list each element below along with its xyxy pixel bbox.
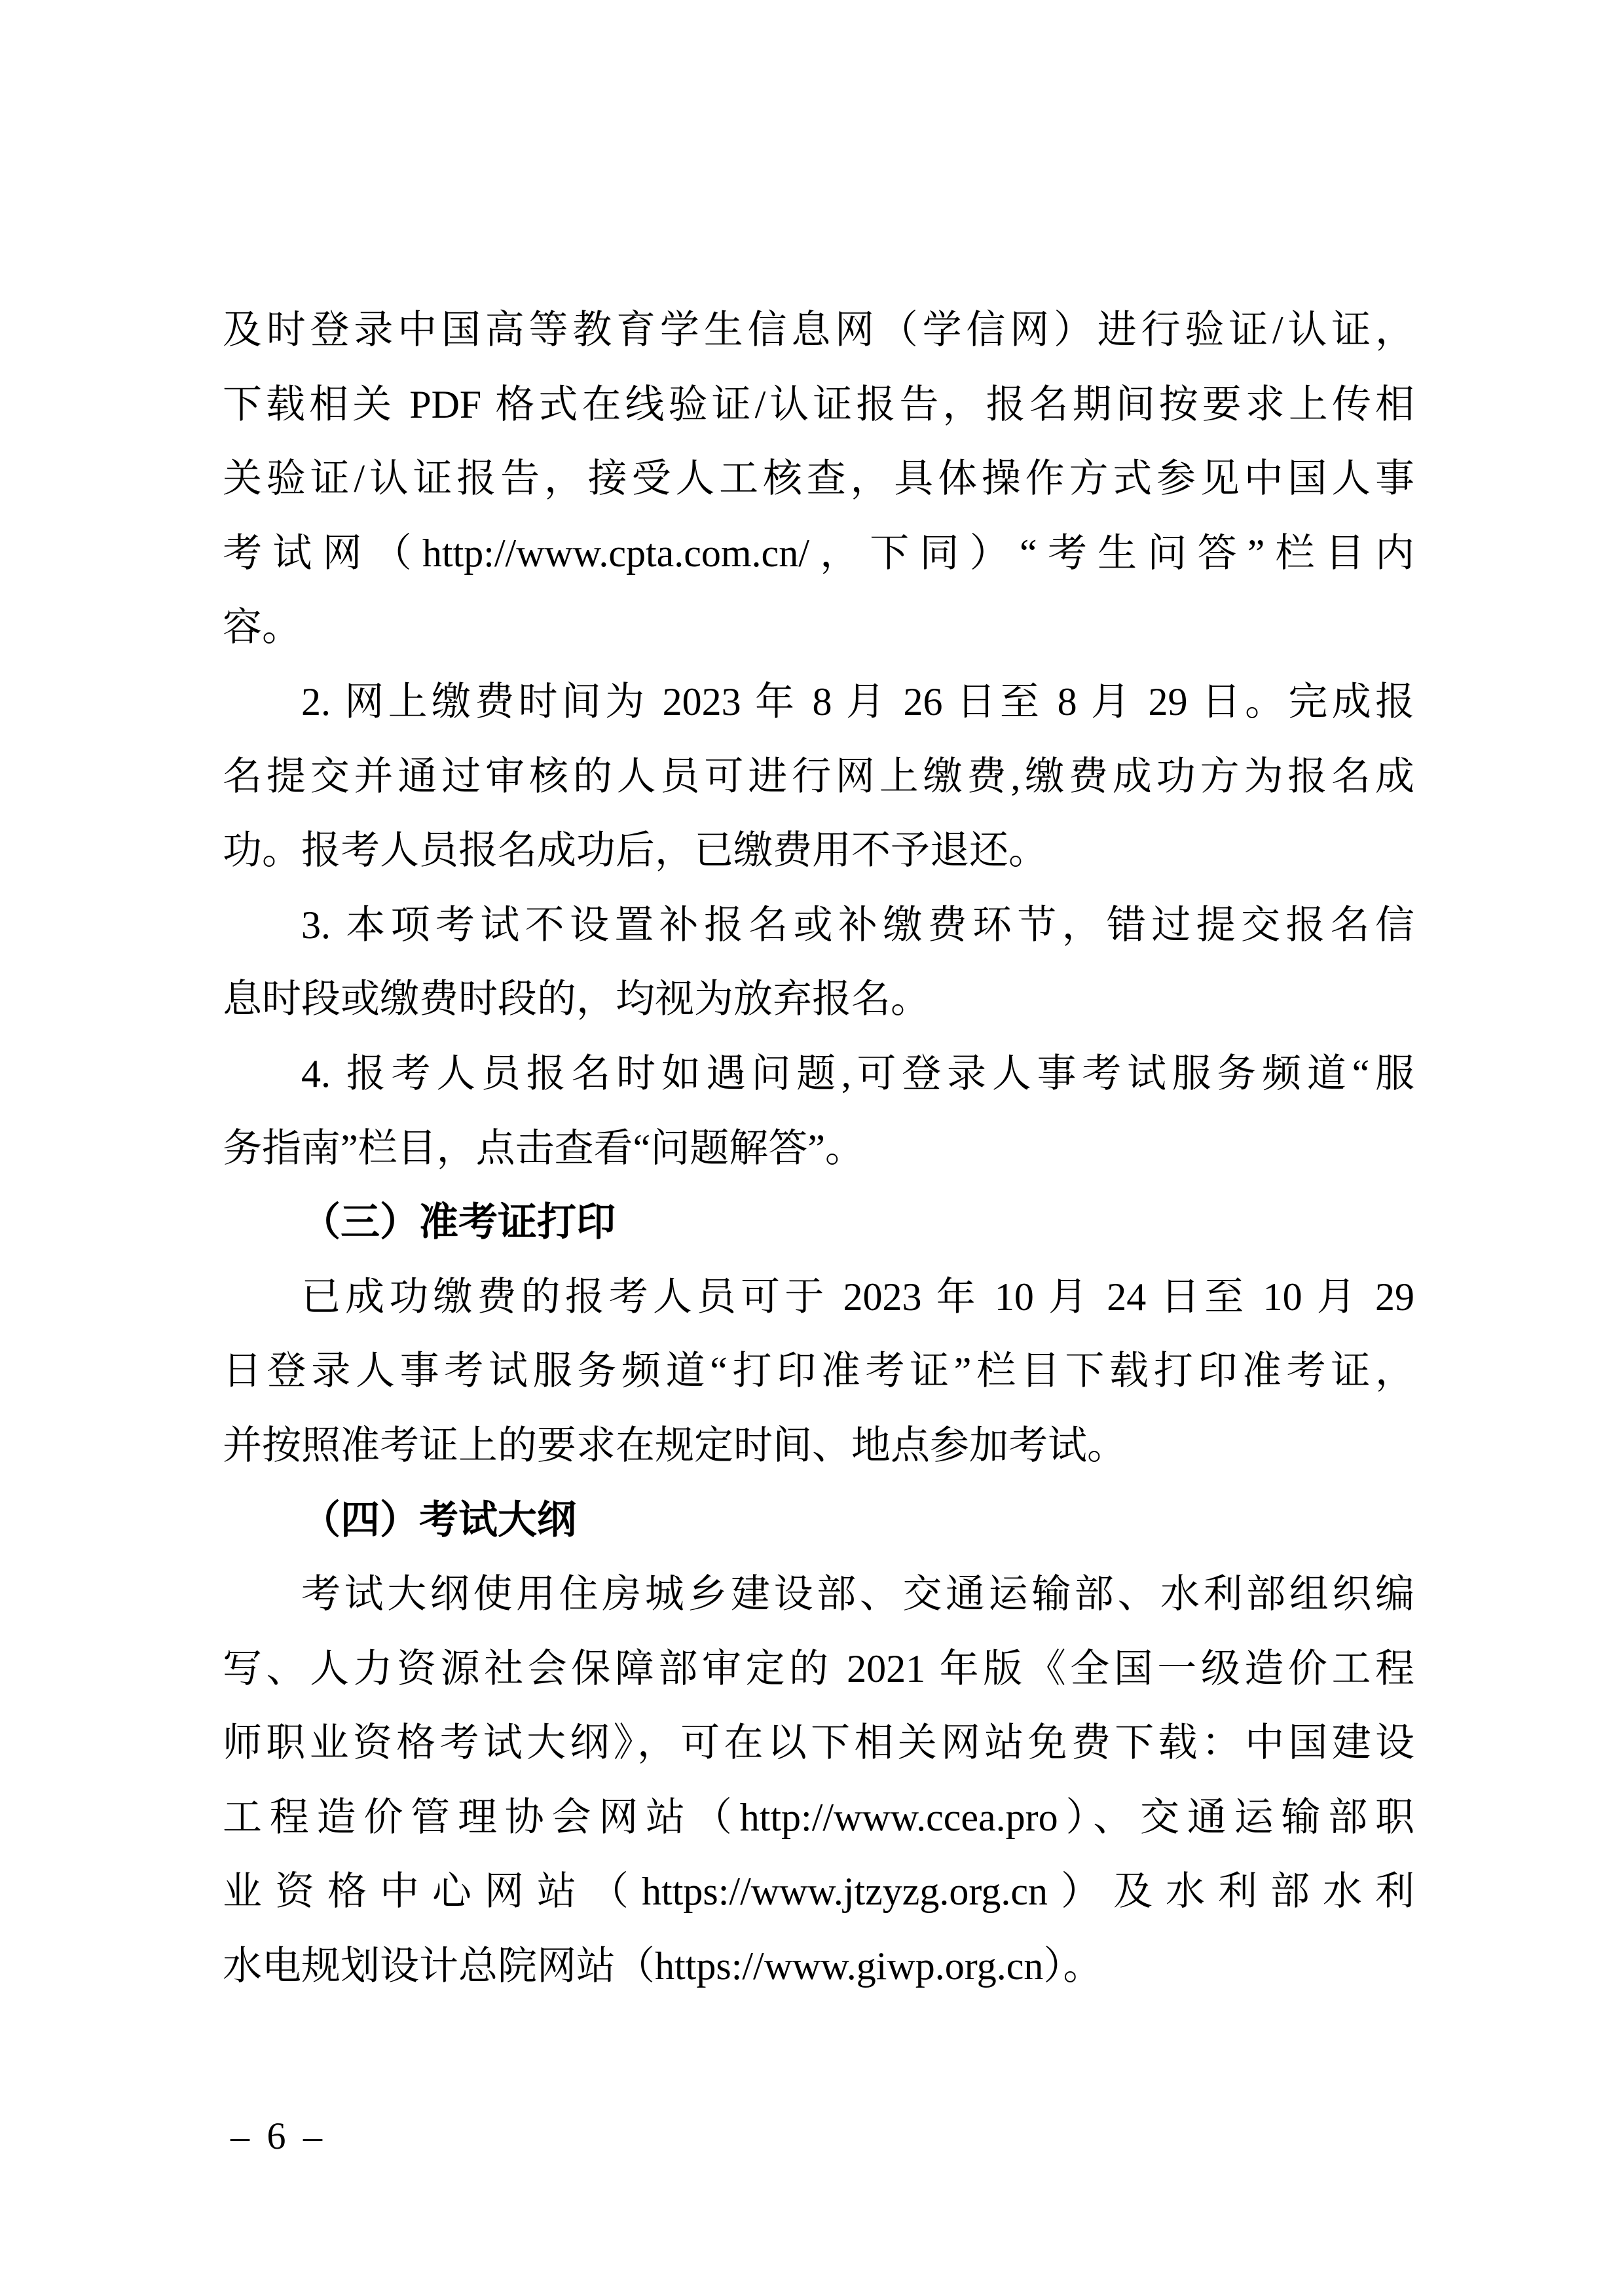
text-line: 并按照准考证上的要求在规定时间、地点参加考试。	[223, 1423, 1126, 1467]
section-heading: （三）准考证打印	[301, 1201, 616, 1245]
text-line: 师职业资格考试大纲》，可在以下相关网站免费下载：中国建设	[223, 1721, 1414, 1765]
text-line: 2. 网上缴费时间为 2023 年 8 月 26 日至 8 月 29 日。完成报	[301, 680, 1414, 723]
text-line: 已成功缴费的报考人员可于 2023 年 10 月 24 日至 10 月 29	[301, 1275, 1414, 1319]
text-line: 息时段或缴费时段的，均视为放弃报名。	[223, 977, 930, 1021]
text-line: 水电规划设计总院网站（https://www.giwp.org.cn）。	[223, 1944, 1103, 1988]
text-line: 关验证/认证报告，接受人工核查，具体操作方式参见中国人事	[223, 457, 1414, 501]
text-line: 下载相关 PDF 格式在线验证/认证报告，报名期间按要求上传相	[223, 382, 1414, 426]
text-line: 名提交并通过审核的人员可进行网上缴费,缴费成功方为报名成	[223, 754, 1414, 798]
document-body	[223, 293, 1414, 2004]
text-line: 3. 本项考试不设置补报名或补缴费环节，错过提交报名信	[301, 903, 1414, 947]
text-line: 写、人力资源社会保障部审定的 2021 年版《全国一级造价工程	[223, 1647, 1414, 1690]
page-number: – 6 –	[231, 2115, 326, 2157]
text-line: 务指南”栏目，点击查看“问题解答”。	[223, 1126, 864, 1170]
text-line: 及时登录中国高等教育学生信息网（学信网）进行验证/认证，	[223, 308, 1414, 352]
text-line: 日登录人事考试服务频道“打印准考证”栏目下载打印准考证，	[223, 1349, 1414, 1393]
text-line: 功。报考人员报名成功后，已缴费用不予退还。	[223, 829, 1048, 873]
text-line: 考试网（http://www.cpta.com.cn/，下同）“考生问答”栏目内	[223, 531, 1414, 575]
text-line: 工程造价管理协会网站（http://www.ccea.pro）、交通运输部职	[223, 1795, 1414, 1839]
section-heading: （四）考试大纲	[301, 1498, 576, 1542]
text-line: 考试大纲使用住房城乡建设部、交通运输部、水利部组织编	[301, 1573, 1414, 1616]
text-line: 4. 报考人员报名时如遇问题,可登录人事考试服务频道“服	[301, 1051, 1414, 1095]
text-line: 容。	[223, 606, 301, 649]
text-line: 业资格中心网站（https://www.jtzyzg.org.cn）及水利部水利	[223, 1870, 1414, 1914]
